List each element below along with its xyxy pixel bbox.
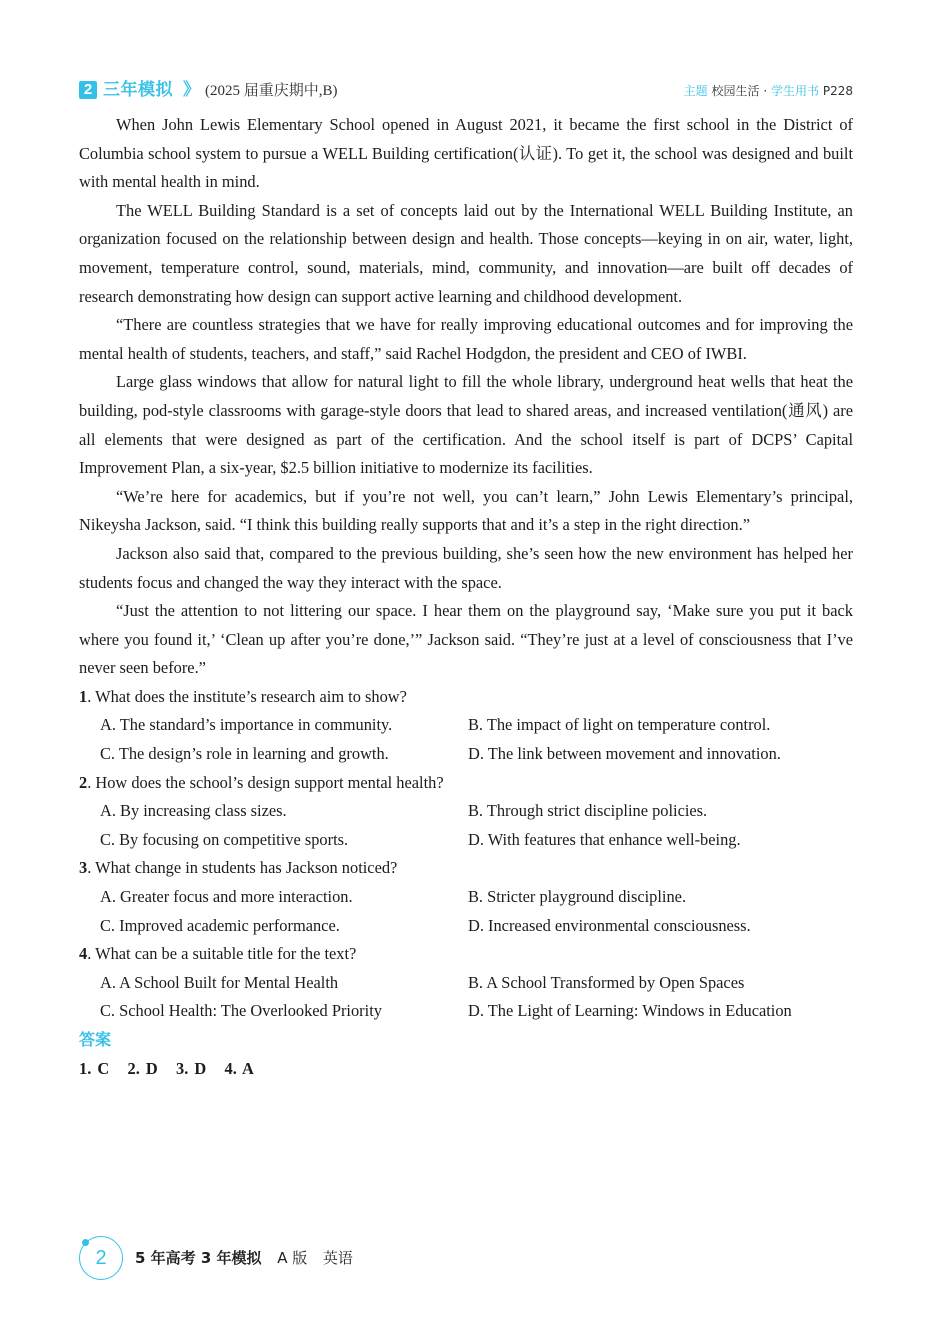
topic-label: 主题 (683, 84, 708, 98)
separator-dot: · (763, 84, 768, 98)
source-label: (2025 届重庆期中,B) (205, 83, 338, 99)
passage-paragraph: Jackson also said that, compared to the previous building, she’s seen how the new environment has helped her students focus and changed the way they interact with the space. (79, 543, 853, 592)
passage-paragraph: The WELL Building Standard is a set of concepts laid out by the International WELL Building Institute, an organization focused on the relationship between design and health. Those concepts—keying in on air, water, light, movement, temperature control, sound, materials, mind, community, and innovation—are built off decades of research demonstrating how design can support active learning and childhood development. (79, 200, 853, 306)
option-c: C. School Health: The Overlooked Priority (100, 1001, 382, 1021)
answer-key: 1. C 2. D 3. D 4. A (79, 1058, 254, 1078)
question-number: 3 (79, 858, 88, 878)
option-b: B. Stricter playground discipline. (468, 887, 687, 907)
option-c: C. The design’s role in learning and growth. (100, 744, 389, 764)
page-reference: P228 (822, 84, 853, 98)
option-a: A. The standard’s importance in community. (100, 715, 393, 735)
option-grid (79, 797, 853, 854)
topic-value: 校园生活 (711, 84, 760, 98)
passage-paragraph: “Just the attention to not littering our space. I hear them on the playground say, ‘Make sure you put it back where you found it,’ ‘Clean up after you’re done,’” Jackson said. “They’re just at a level of consciousness that I’ve never seen before.” (79, 601, 853, 678)
option-d: D. With features that enhance well-being. (468, 829, 741, 849)
chevron-right-icon: 》 (183, 80, 200, 100)
book-label: 学生用书 (771, 84, 820, 98)
option-a: A. A School Built for Mental Health (100, 972, 339, 992)
page-header (79, 79, 853, 103)
option-c: C. Improved academic performance. (100, 915, 340, 935)
question (79, 854, 853, 940)
option-grid (79, 711, 853, 768)
question-stem (79, 940, 853, 969)
option-b: B. The impact of light on temperature control. (468, 715, 771, 735)
main-content (79, 111, 853, 1083)
header-meta (684, 82, 853, 100)
question (79, 940, 853, 1026)
option-c: C. By focusing on competitive sports. (100, 829, 349, 849)
answer-section (79, 1026, 853, 1083)
question-stem (79, 683, 853, 712)
option-grid (79, 969, 853, 1026)
option-d: D. The link between movement and innovation. (468, 744, 781, 764)
option-b: B. A School Transformed by Open Spaces (468, 972, 745, 992)
page-footer (79, 1236, 479, 1284)
question-text: . What does the institute’s research aim to show? (87, 686, 407, 706)
question-number: 4 (79, 944, 88, 964)
option-a: A. By increasing class sizes. (100, 801, 287, 821)
passage-paragraph: “We’re here for academics, but if you’re not well, you can’t learn,” John Lewis Elementary’s principal, Nikeysha Jackson, said. “I think this building really supports that and it’s a step in the right direction.” (79, 486, 853, 535)
question-stem (79, 854, 853, 883)
option-a: A. Greater focus and more interaction. (100, 887, 353, 907)
option-b: B. Through strict discipline policies. (468, 801, 708, 821)
section-badge: 2 (79, 81, 97, 99)
book-title: 5 年高考 3 年模拟 (135, 1249, 262, 1267)
page-number: 2 (95, 1247, 107, 1269)
option-grid (79, 883, 853, 940)
page-number-circle (79, 1236, 123, 1280)
question-number: 2 (79, 772, 88, 792)
reading-passage (79, 111, 853, 683)
option-d: D. Increased environmental consciousness. (468, 915, 751, 935)
subject-label: 英语 (322, 1249, 353, 1267)
answer-heading: 答案 (79, 1030, 112, 1049)
question (79, 683, 853, 769)
question-stem (79, 769, 853, 798)
question-number: 1 (79, 686, 88, 706)
passage-paragraph: “There are countless strategies that we have for really improving educational outcomes and for improving the mental health of students, teachers, and staff,” said Rachel Hodgdon, the president and CEO of IWBI. (79, 315, 853, 363)
option-d: D. The Light of Learning: Windows in Education (468, 1001, 792, 1021)
question-text: . What change in students has Jackson noticed? (87, 858, 398, 878)
passage-paragraph: Large glass windows that allow for natural light to fill the whole library, underground heat wells that heat the building, pod-style classrooms with garage-style doors that lead to shared areas, and increased ventilation(通风) are all elements that were designed as part of the certification. And the school itself is part of DCPS’ Capital Improvement Plan, a six-year, $2.5 billion initiative to modernize its facilities. (79, 372, 853, 478)
question-list (79, 683, 853, 1026)
passage-paragraph: When John Lewis Elementary School opened in August 2021, it became the first school in the District of Columbia school system to pursue a WELL Building certification(认证). To get it, the school was designed and built with mental health in mind. (79, 115, 853, 192)
edition-label: A 版 (277, 1249, 308, 1267)
question (79, 769, 853, 855)
question-text: . What can be a suitable title for the text? (87, 944, 357, 964)
question-text: . How does the school’s design support mental health? (87, 772, 444, 792)
series-brand: 三年模拟 (103, 80, 173, 100)
dot-icon (82, 1239, 89, 1246)
footer-title (135, 1247, 353, 1268)
